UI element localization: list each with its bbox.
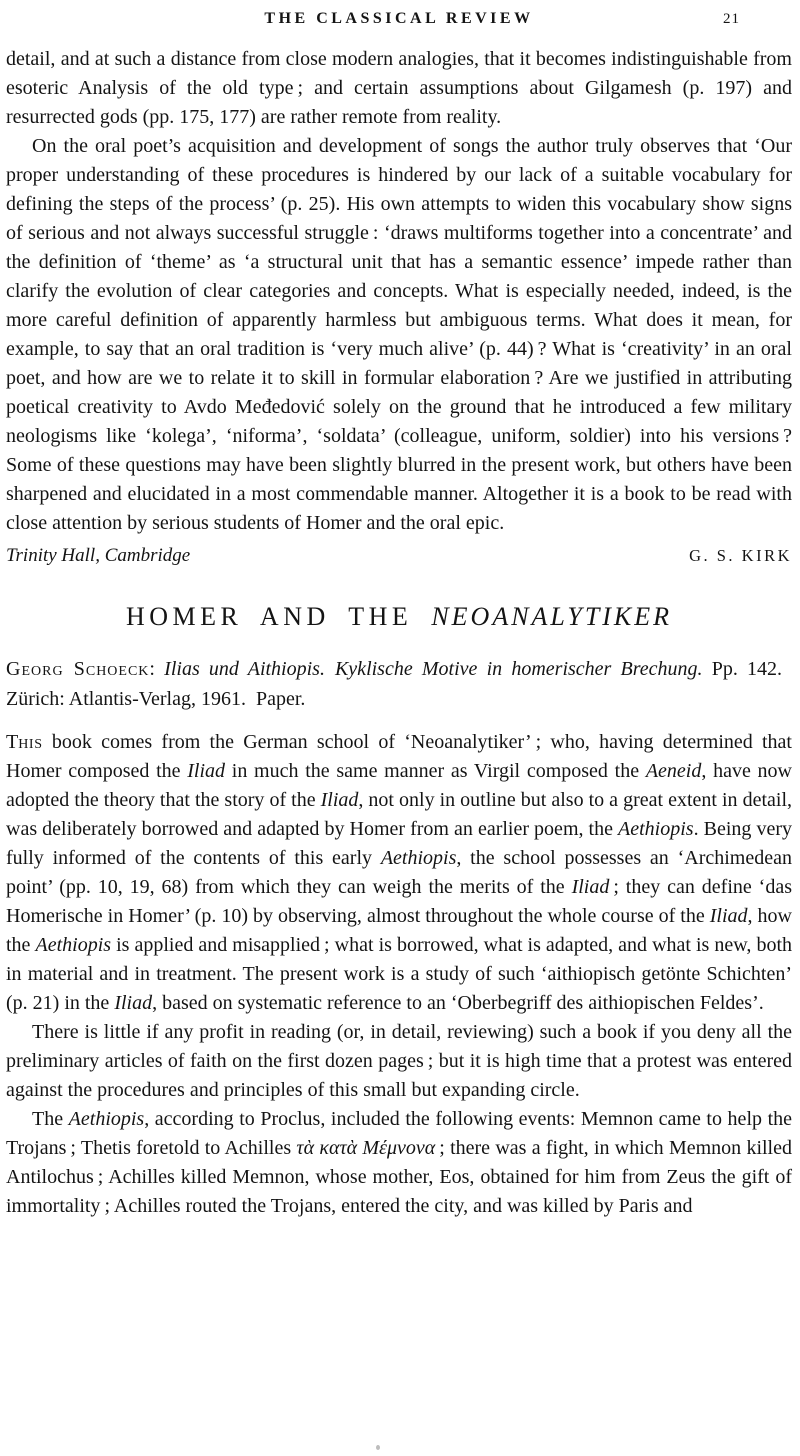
- journal-title: THE CLASSICAL REVIEW: [264, 10, 534, 27]
- italic-text: Aethiopis: [380, 847, 457, 869]
- previous-review-continuation: [6, 45, 792, 538]
- small-caps-text: Georg Schoeck: [6, 658, 150, 680]
- text-run: On the oral poet’s acquisition and development of songs the author truly observes that ‘Our proper understanding of these procedures is hindered by our lack of a suitable vocabulary for defining the steps of the process’ (p. 25). His own attempts to widen this vocabulary show signs of serious and not always successful struggle : ‘draws multiforms together into a concentrate’ and the definition of ‘theme’ as ‘a structural unit that has a semantic essence’ impede rather than clarify the evolution of clear categories and concepts. What is especially needed, indeed, is the more careful definition of apparently harmless but ambiguous terms. What does it mean, for example, to say that an oral tradition is ‘very much alive’ (p. 44) ? What is ‘creativity’ in an oral poet, and how are we to relate it to skill in formular elaboration ? Are we justified in attributing poetical creativity to Avdo Međedović solely on the ground that he introduced a few military neologisms like ‘kolega’, ‘niforma’, ‘soldata’ (colleague, uniform, soldier) into his versions ? Some of these questions may have been slightly blurred in the present work, but others have been sharpened and elucidated in a most commendable manner. Altogether it is a book to be read with close attention by serious students of Homer and the oral epic.: [6, 135, 792, 534]
- running-head: [6, 10, 792, 34]
- text-run: . Being very fully informed of the contents of this early: [6, 818, 792, 869]
- book-citation: [6, 654, 792, 714]
- italic-text: Aethiopis: [68, 1108, 145, 1130]
- text-run: book comes from the German school of ‘Neoanalytiker’ ; who, having determined that Homer composed the: [6, 731, 792, 782]
- paragraph: [6, 1105, 792, 1221]
- italic-text: Iliad: [571, 876, 610, 898]
- text-run: , the school possesses an ‘Archimedean point’ (pp. 10, 19, 68) from which they can weigh the merits of the: [6, 847, 792, 898]
- text-run: HOMER AND THE: [125, 602, 432, 631]
- article-body: [6, 728, 792, 1221]
- italic-text: Aeneid: [645, 760, 702, 782]
- reviewer-affiliation: Trinity Hall, Cambridge: [6, 545, 191, 566]
- text-run: T: [6, 731, 19, 753]
- text-run: detail, and at such a distance from close modern analogies, that it becomes indistinguishable from esoteric Analysis of the old type ; and certain assumptions about Gilgamesh (p. 197) and resurrected gods (pp. 175, 177) are rather remote from reality.: [6, 48, 792, 128]
- text-run: ; they can define ‘das Homerische in Homer’ (p. 10) by observing, almost throughout the whole course of the: [6, 876, 792, 927]
- text-run: ; there was a fight, in which Memnon killed Antilochus ; Achilles killed Memnon, whose mother, Eos, obtained for him from Zeus the gift of immortality ; Achilles routed the Trojans, entered the city, and was killed by Paris and: [6, 1137, 792, 1217]
- italic-text: Ilias und Aithiopis.: [164, 658, 325, 680]
- paragraph: [6, 728, 792, 1018]
- text-run: is applied and misapplied ; what is borrowed, what is adapted, and what is new, both in material and in treatment. The present work is a study of such ‘aithiopisch getönte Schichten’ (p. 21) in the: [6, 934, 793, 1014]
- text-run: in much the same manner as Virgil composed the: [225, 760, 646, 782]
- italic-text: Iliad: [187, 760, 226, 782]
- italic-text: Kyklische Motive in homerischer Brechung.: [334, 658, 703, 680]
- review-signature: [6, 545, 792, 567]
- italic-text: Aethiopis: [618, 818, 694, 840]
- article-title: [6, 602, 792, 632]
- text-run: :: [149, 658, 165, 680]
- text-run: , have now adopted the theory that the story of the: [6, 760, 792, 811]
- text-run: There is little if any profit in reading (or, in detail, reviewing) such a book if you deny all the preliminary articles of faith on the first dozen pages ; but it is high time that a protest was entered against the procedures and principles of this small but expanding circle.: [6, 1021, 792, 1101]
- italic-text: NEOANALYTIKER: [431, 602, 673, 631]
- text-run: , how the: [6, 905, 792, 956]
- scan-artifact: [376, 1445, 380, 1450]
- italic-text: Aethiopis: [35, 934, 112, 956]
- italic-text: Iliad: [320, 789, 359, 811]
- page-number: 21: [723, 11, 740, 27]
- text-run: The: [32, 1108, 69, 1130]
- small-caps-text: his: [18, 731, 43, 753]
- text-run: , based on systematic reference to an ‘Oberbegriff des aithiopischen Feldes’.: [152, 992, 764, 1014]
- italic-text: Iliad: [709, 905, 748, 927]
- text-run: , not only in outline but also to a great extent in detail, was deliberately borrowed and adapted by Homer from an earlier poem, the: [6, 789, 792, 840]
- italic-text: Iliad: [114, 992, 153, 1014]
- paragraph: [6, 45, 792, 132]
- text-run: Pp. 142. Zürich: Atlantis-Verlag, 1961. Paper.: [6, 658, 793, 710]
- text-run: , according to Proclus, included the following events: Memnon came to help the Trojans ; Thetis foretold to Achilles: [6, 1108, 792, 1159]
- italic-text: τὰ κατὰ Μέμνονα: [296, 1137, 436, 1159]
- text-run: [325, 658, 335, 680]
- reviewer-name: G. S. KIRK: [689, 546, 792, 565]
- paragraph: [6, 1018, 792, 1105]
- paragraph: [6, 132, 792, 538]
